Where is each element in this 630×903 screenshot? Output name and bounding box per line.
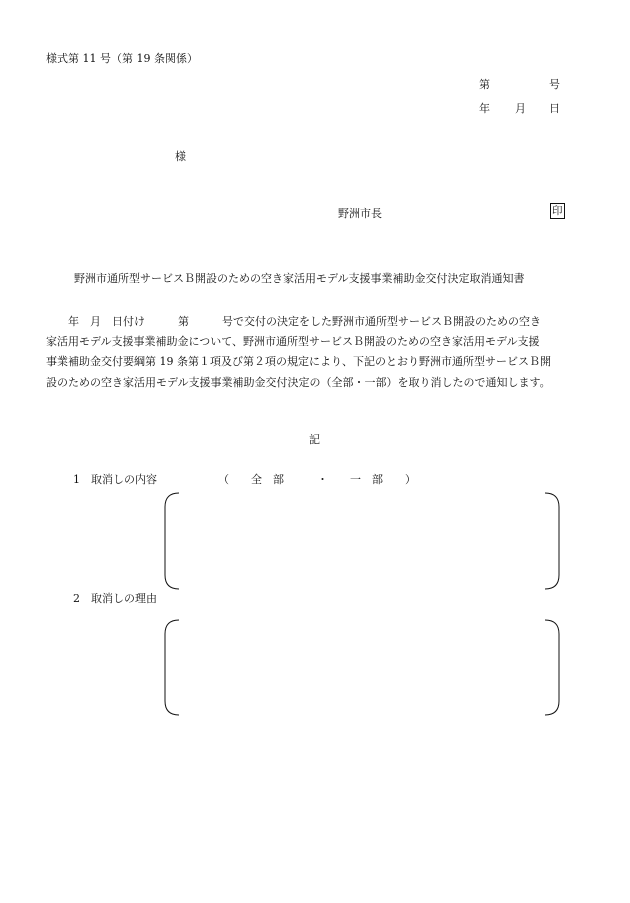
body-line-1: 年 月 日付け 第 号で交付の決定をした野洲市通所型サービスＢ開設のための空き xyxy=(68,315,541,328)
seal-mark: 印 xyxy=(552,205,563,217)
item-1-choices: （ 全 部 ・ 一 部 ） xyxy=(218,473,416,486)
issuer-name: 野洲市長 xyxy=(338,207,382,220)
item-2-bracket-left xyxy=(165,620,179,715)
doc-number-suffix: 号 xyxy=(549,78,560,91)
item-2-label: 2 取消しの理由 xyxy=(73,592,157,605)
form-number: 様式第 11 号（第 19 条関係） xyxy=(46,52,198,65)
item-1-label: 1 取消しの内容 xyxy=(73,473,157,486)
body-line-3: 事業補助金交付要綱第 19 条第１項及び第２項の規定により、下記のとおり野洲市通所型サービスＢ開 xyxy=(46,355,551,368)
date-day-label: 日 xyxy=(549,102,560,115)
item-1-bracket-left xyxy=(165,493,179,589)
body-line-2: 家活用モデル支援事業補助金について、野洲市通所型サービスＢ開設のための空き家活用モデル支援 xyxy=(46,335,540,348)
ki-heading: 記 xyxy=(309,433,320,446)
date-year-label: 年 xyxy=(479,102,490,115)
item-2-bracket-right xyxy=(545,620,559,715)
item-1-bracket-right xyxy=(545,493,559,589)
doc-number-prefix: 第 xyxy=(479,78,490,91)
date-month-label: 月 xyxy=(515,102,526,115)
body-line-4: 設のための空き家活用モデル支援事業補助金交付決定の（全部・一部）を取り消したので通知します。 xyxy=(46,376,551,389)
document-title: 野洲市通所型サービスＢ開設のための空き家活用モデル支援事業補助金交付決定取消通知書 xyxy=(74,272,525,285)
addressee-honorific: 様 xyxy=(175,150,186,163)
